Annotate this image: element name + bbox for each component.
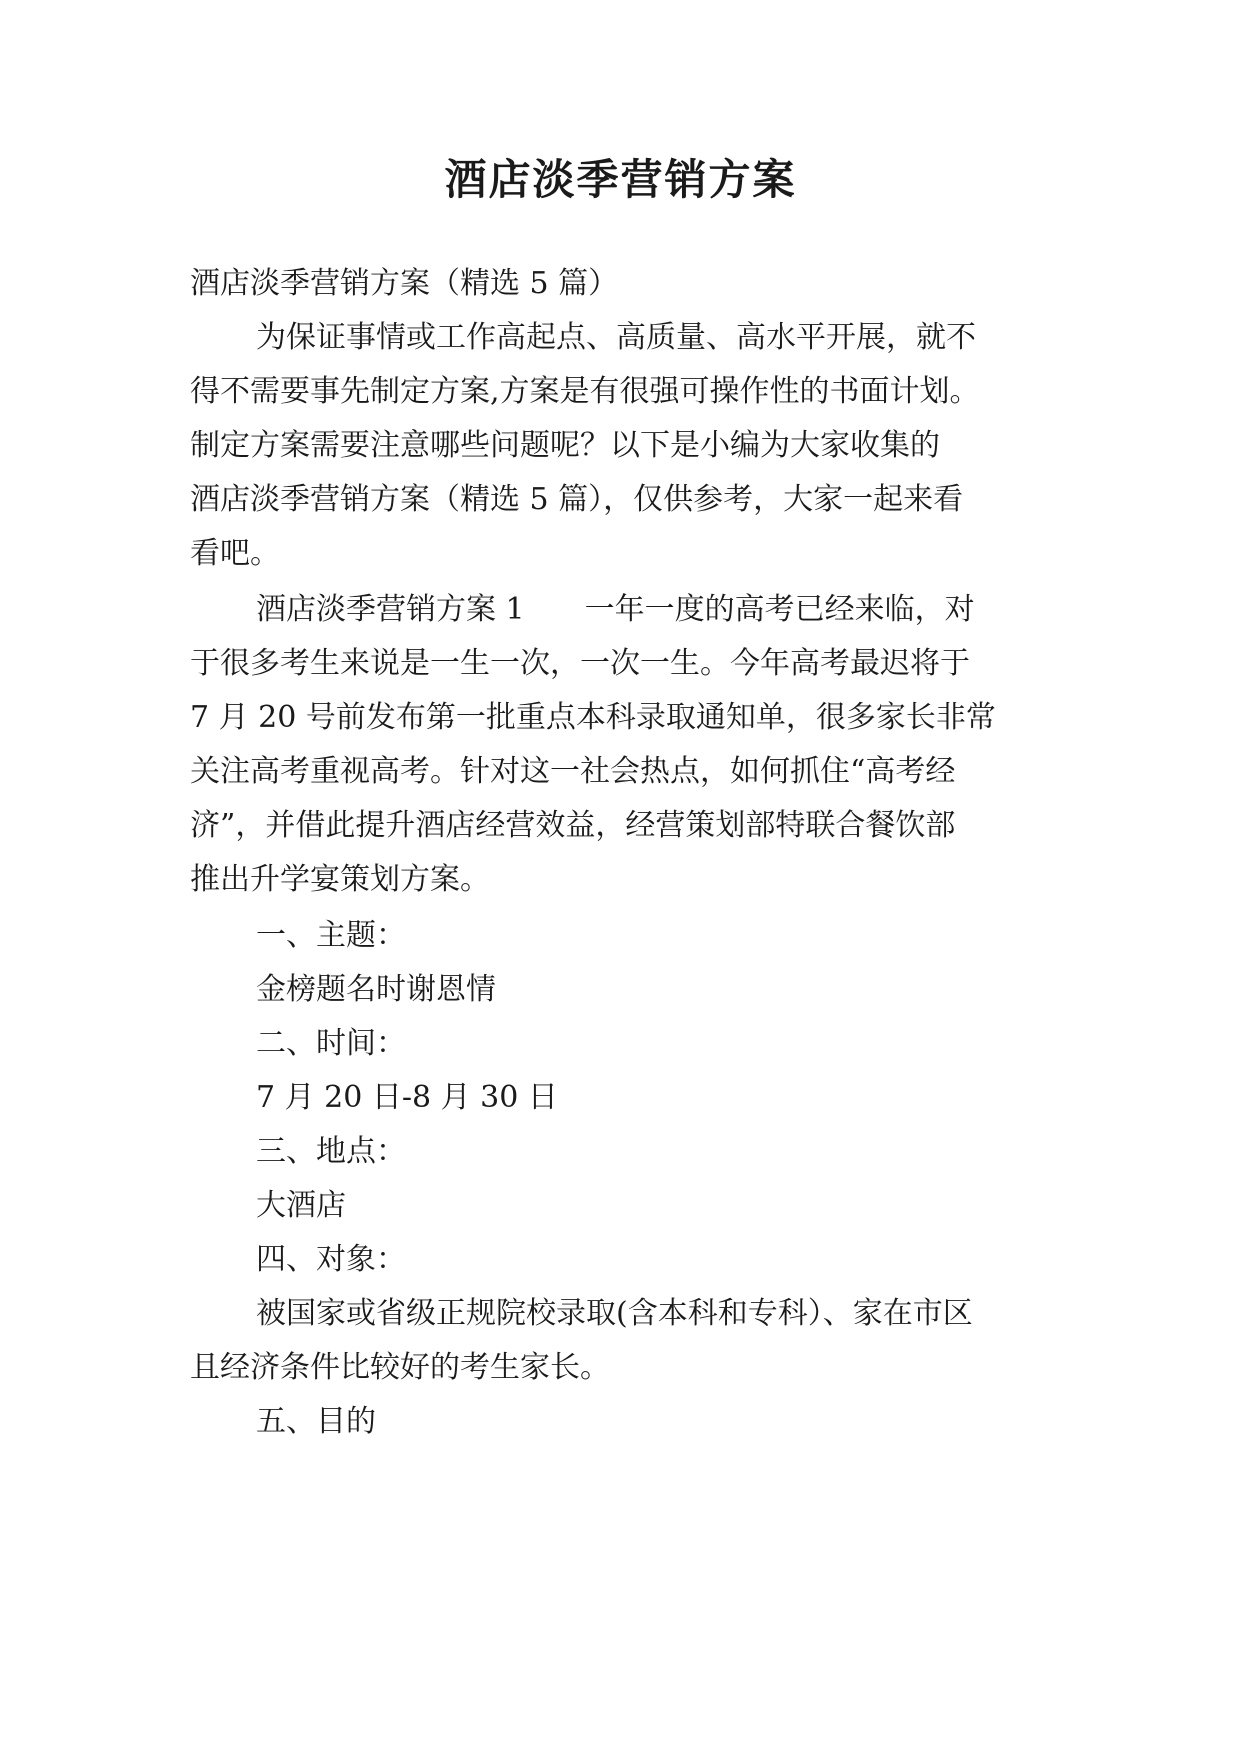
document-subtitle: 酒店淡季营销方案（精选 5 篇） — [190, 266, 619, 301]
place-text: 大酒店 — [256, 1188, 346, 1223]
place-heading: 三、地点： — [256, 1134, 406, 1169]
section1-line: 济”，并借此提升酒店经营效益，经营策划部特联合餐饮部 — [190, 808, 956, 843]
document-title: 酒店淡季营销方案 — [444, 155, 797, 204]
section1-line: 7 月 20 号前发布第一批重点本科录取通知单，很多家长非常 — [190, 700, 996, 735]
intro-line: 为保证事情或工作高起点、高质量、高水平开展，就不 — [256, 320, 976, 355]
purpose-heading: 五、目的 — [256, 1404, 376, 1439]
section1-line: 酒店淡季营销方案 1 一年一度的高考已经来临，对 — [256, 592, 975, 627]
theme-heading: 一、主题： — [256, 918, 406, 953]
section1-line: 推出升学宴策划方案。 — [190, 862, 490, 897]
intro-line: 得不需要事先制定方案,方案是有很强可操作性的书面计划。 — [190, 374, 980, 409]
intro-line: 制定方案需要注意哪些问题呢？以下是小编为大家收集的 — [190, 428, 940, 463]
time-heading: 二、时间： — [256, 1026, 406, 1061]
intro-line: 看吧。 — [190, 536, 280, 571]
target-line: 且经济条件比较好的考生家长。 — [190, 1350, 610, 1385]
section1-line: 于很多考生来说是一生一次，一次一生。今年高考最迟将于 — [190, 646, 970, 681]
intro-line: 酒店淡季营销方案（精选 5 篇），仅供参考，大家一起来看 — [190, 482, 964, 517]
theme-text: 金榜题名时谢恩情 — [256, 972, 496, 1007]
time-text: 7 月 20 日-8 月 30 日 — [256, 1080, 558, 1115]
section1-line: 关注高考重视高考。针对这一社会热点，如何抓住“高考经 — [190, 754, 956, 789]
target-heading: 四、对象： — [256, 1242, 406, 1277]
target-line: 被国家或省级正规院校录取(含本科和专科）、家在市区 — [256, 1296, 973, 1331]
